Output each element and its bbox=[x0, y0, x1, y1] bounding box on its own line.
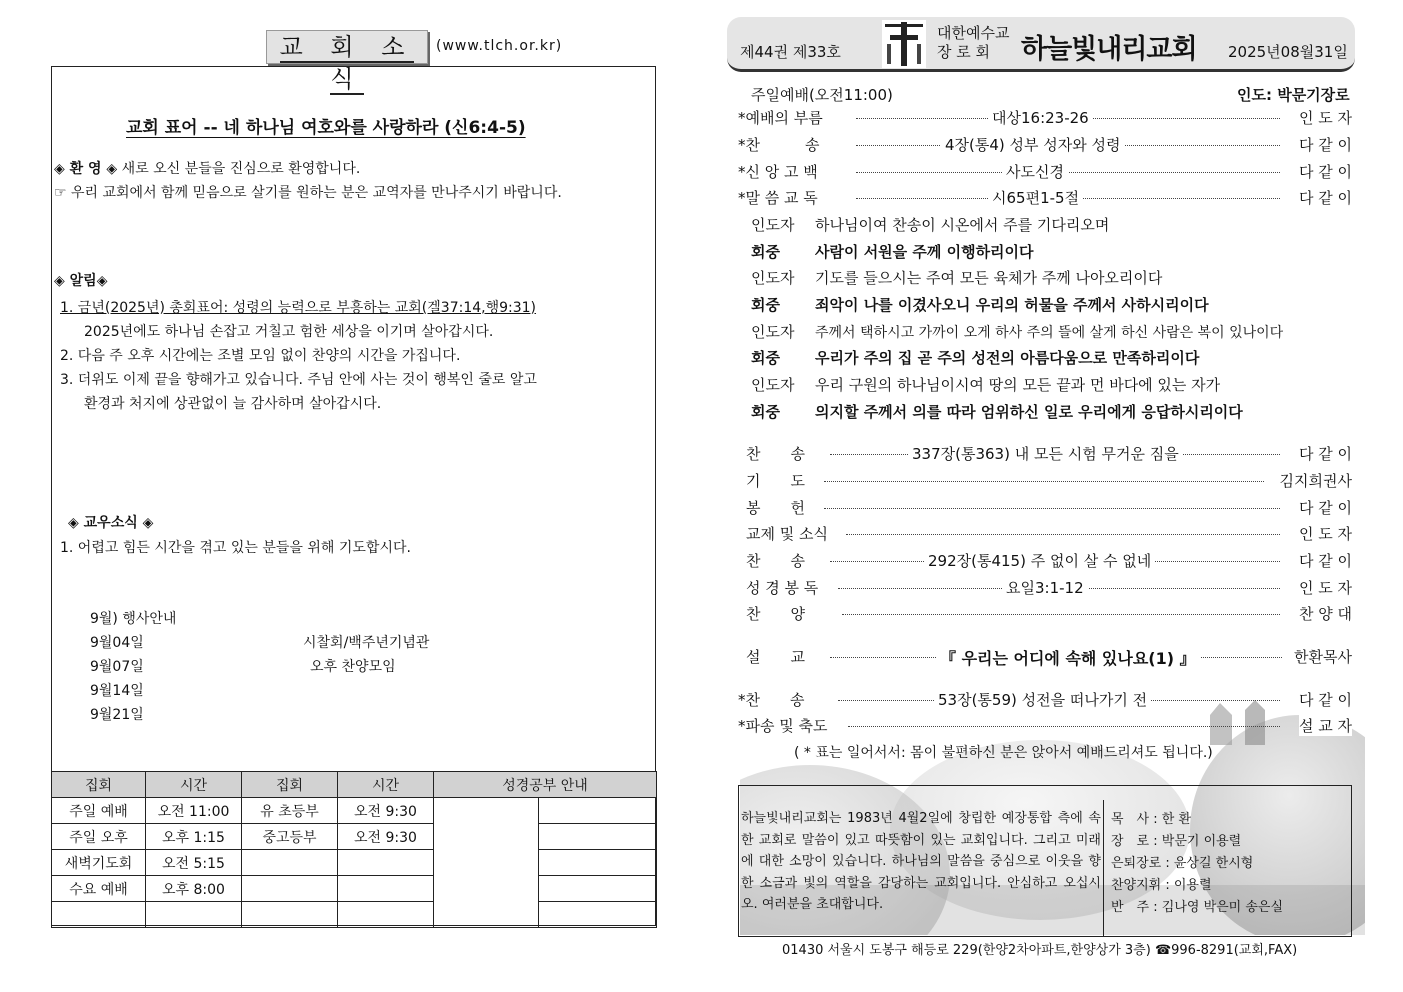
order-label: *찬 송 bbox=[738, 691, 805, 709]
event-date: 9월07일 bbox=[90, 659, 144, 675]
member-news-heading: ◈ 교우소식 ◈ bbox=[68, 515, 154, 531]
service-leader: 인도: 박문기장로 bbox=[1237, 86, 1350, 104]
order-content: 292장(통415) 주 없이 살 수 없네 bbox=[924, 550, 1155, 571]
order-performer: 인 도 자 bbox=[1298, 109, 1352, 127]
order-performer: 다 같 이 bbox=[1298, 189, 1352, 207]
col-header: 시간 bbox=[338, 772, 434, 798]
events-heading: 9월) 행사안내 bbox=[90, 611, 177, 627]
notice-item: 2025년에도 하나님 손잡고 거칠고 험한 세상을 이기며 살아갑시다. bbox=[84, 324, 494, 340]
dotted-leader bbox=[846, 534, 1280, 535]
table-cell: 유 초등부 bbox=[242, 798, 338, 824]
welcome-text: 새로 오신 분들을 진심으로 환영합니다. bbox=[121, 161, 361, 177]
reading-text: 하나님이여 찬송이 시온에서 주를 기다리오며 bbox=[815, 216, 1110, 234]
table-row bbox=[52, 876, 657, 902]
reading-text: 의지할 주께서 의를 따라 엄위하신 일로 우리에게 응답하시리이다 bbox=[815, 403, 1243, 421]
order-label: 봉 헌 bbox=[746, 499, 805, 517]
order-label: 찬 양 bbox=[746, 605, 805, 623]
reader-role: 회중 bbox=[751, 243, 780, 261]
order-performer: 다 같 이 bbox=[1298, 691, 1352, 709]
table-cell bbox=[242, 850, 338, 876]
order-content: 337장(통363) 내 모든 시험 무거운 짐을 bbox=[908, 443, 1183, 464]
event-desc: 시찰회/백주년기념관 bbox=[303, 635, 430, 651]
order-item bbox=[746, 497, 1352, 519]
bulletin-date: 2025년08월31일 bbox=[1228, 43, 1348, 61]
order-label: 성 경 봉 독 bbox=[746, 579, 819, 597]
responsive-reading-line bbox=[751, 267, 1162, 288]
reading-text: 우리 구원의 하나님이시여 땅의 모든 끝과 먼 바다에 있는 자가 bbox=[815, 376, 1221, 394]
denomination bbox=[937, 24, 1009, 62]
reading-text: 죄악이 나를 이겼사오니 우리의 허물을 주께서 사하시리이다 bbox=[815, 296, 1209, 314]
table-row bbox=[52, 850, 657, 876]
reader-role: 회중 bbox=[751, 296, 780, 314]
order-item bbox=[746, 550, 1352, 572]
order-content: 요일3:1-12 bbox=[1002, 577, 1088, 598]
table-row bbox=[52, 798, 657, 824]
church-name: 하늘빛내리교회 bbox=[1021, 34, 1197, 65]
order-performer: 다 같 이 bbox=[1298, 136, 1352, 154]
order-content: 시65편1-5절 bbox=[988, 187, 1083, 208]
member-news-item: 1. 어렵고 힘든 시간을 겪고 있는 분들을 위해 기도합시다. bbox=[60, 540, 411, 556]
reader-role: 인도자 bbox=[751, 216, 795, 234]
welcome-heading: ◈ 환 영 ◈ bbox=[54, 161, 118, 177]
order-performer: 인 도 자 bbox=[1298, 579, 1352, 597]
reading-text: 사람이 서원을 주께 이행하리이다 bbox=[815, 243, 1034, 261]
table-cell bbox=[539, 850, 657, 876]
event-date: 9월04일 bbox=[90, 635, 144, 651]
responsive-reading-line bbox=[751, 374, 1220, 395]
order-item bbox=[746, 443, 1352, 465]
church-logo-icon bbox=[882, 20, 926, 68]
reader-role: 인도자 bbox=[751, 323, 795, 341]
order-label: *파송 및 축도 bbox=[738, 717, 828, 735]
order-item bbox=[738, 161, 1352, 183]
table-cell bbox=[338, 902, 434, 928]
staff-line: 반 주 : 김나영 박은미 송은실 bbox=[1111, 900, 1284, 915]
order-label: 찬 송 bbox=[746, 445, 805, 463]
order-content: 사도신경 bbox=[1002, 161, 1068, 182]
order-content: 4장(통4) 성부 성자와 성령 bbox=[941, 134, 1125, 155]
event-date: 9월21일 bbox=[90, 707, 144, 723]
order-label: 설 교 bbox=[746, 648, 805, 666]
table-cell bbox=[242, 902, 338, 928]
order-performer: 다 같 이 bbox=[1298, 445, 1352, 463]
dotted-leader bbox=[824, 508, 1280, 509]
table-cell: 수요 예배 bbox=[52, 876, 146, 902]
welcome-note: ☞ 우리 교회에서 함께 믿음으로 살기를 원하는 분은 교역자를 만나주시기 바랍니다. bbox=[54, 185, 562, 201]
notice-item: 3. 더위도 이제 끝을 향해가고 있습니다. 주님 안에 사는 것이 행복인 줄로 알고 bbox=[60, 372, 537, 388]
reading-text: 기도를 들으시는 주여 모든 육체가 주께 나아오리이다 bbox=[815, 269, 1163, 287]
table-row bbox=[52, 824, 657, 850]
table-cell bbox=[338, 850, 434, 876]
denomination-line: 대한예수교 bbox=[937, 24, 1010, 42]
service-time: 주일예배(오전11:00) bbox=[751, 86, 893, 104]
order-item bbox=[746, 577, 1352, 599]
order-label: *신 앙 고 백 bbox=[738, 163, 818, 181]
order-performer: 김지희권사 bbox=[1279, 472, 1352, 490]
order-label: *말 씀 교 독 bbox=[738, 189, 818, 207]
order-item bbox=[738, 715, 1352, 737]
order-performer: 다 같 이 bbox=[1298, 163, 1352, 181]
volume-number: 제44권 제33호 bbox=[740, 43, 841, 61]
order-content: 대상16:23-26 bbox=[988, 107, 1093, 128]
sermon-title: 『 우리는 어디에 속해 있나요(1) 』 bbox=[936, 646, 1200, 669]
order-performer: 설 교 자 bbox=[1298, 717, 1352, 735]
order-item bbox=[746, 523, 1352, 545]
order-item bbox=[738, 187, 1352, 209]
responsive-reading-line bbox=[751, 241, 1034, 262]
col-header: 시간 bbox=[146, 772, 242, 798]
order-performer: 인 도 자 bbox=[1298, 525, 1352, 543]
preacher: 한환목사 bbox=[1294, 648, 1352, 666]
table-cell bbox=[146, 902, 242, 928]
table-cell: 주일 오후 bbox=[52, 824, 146, 850]
table-cell bbox=[242, 876, 338, 902]
table-cell: 중고등부 bbox=[242, 824, 338, 850]
notice-item: 환경과 처지에 상관없이 늘 감사하며 살아갑시다. bbox=[84, 396, 382, 412]
order-item bbox=[738, 107, 1352, 129]
dotted-leader bbox=[824, 481, 1264, 482]
welcome-section bbox=[54, 158, 360, 178]
table-cell: 오전 9:30 bbox=[338, 798, 434, 824]
event-desc: 오후 찬양모임 bbox=[310, 659, 396, 675]
order-label: 기 도 bbox=[746, 472, 805, 490]
dotted-leader bbox=[856, 172, 1280, 173]
reading-text: 주께서 택하시고 가까이 오게 하사 주의 뜰에 살게 하신 사람은 복이 있나이다 bbox=[815, 325, 1284, 341]
order-label: *예배의 부름 bbox=[738, 109, 823, 127]
church-introduction: 하늘빛내리교회는 1983년 4월2일에 창립한 예장통합 측에 속한 교회로 말씀이 있고 따뜻함이 있는 교회입니다. 그리고 미래에 대한 소망이 있습니다. 하나님의 말씀을 중심으로 이웃을 향한 소금과 빛의 역할을 감당하는 교회입니다. 안심하고 오십시오. 여러분을 초대합니다. bbox=[741, 811, 1101, 912]
table-row bbox=[52, 902, 657, 928]
order-item bbox=[738, 134, 1352, 156]
table-cell: 오전 5:15 bbox=[146, 850, 242, 876]
table-cell: 주일 예배 bbox=[52, 798, 146, 824]
order-performer: 다 같 이 bbox=[1298, 499, 1352, 517]
reader-role: 회중 bbox=[751, 403, 780, 421]
staff-line: 찬양지휘 : 이용렬 bbox=[1111, 878, 1212, 893]
event-date: 9월14일 bbox=[90, 683, 144, 699]
order-label: *찬 송 bbox=[738, 136, 820, 154]
col-header: 집회 bbox=[52, 772, 146, 798]
col-header: 집회 bbox=[242, 772, 338, 798]
table-cell bbox=[52, 902, 146, 928]
order-item bbox=[746, 470, 1352, 492]
table-cell: 오전 11:00 bbox=[146, 798, 242, 824]
table-cell bbox=[539, 824, 657, 850]
table-cell bbox=[539, 902, 657, 928]
order-performer: 다 같 이 bbox=[1298, 552, 1352, 570]
col-header: 성경공부 안내 bbox=[434, 772, 657, 798]
reader-role: 인도자 bbox=[751, 376, 795, 394]
table-cell: 오전 9:30 bbox=[338, 824, 434, 850]
bible-study-cell bbox=[434, 798, 539, 928]
news-title bbox=[266, 30, 428, 93]
order-item bbox=[746, 603, 1352, 625]
dotted-leader bbox=[842, 614, 1280, 615]
reading-text: 우리가 주의 집 곧 주의 성전의 아름다움으로 만족하리이다 bbox=[815, 349, 1200, 367]
table-cell bbox=[338, 876, 434, 902]
staff-line: 장 로 : 박문기 이용렬 bbox=[1111, 834, 1242, 849]
dotted-leader bbox=[848, 726, 1280, 727]
staff-line: 은퇴장로 : 윤상길 한시형 bbox=[1111, 856, 1254, 871]
church-address: 01430 서울시 도봉구 해등로 229(한양2차아파트,한양상가 3층) ☎996-8291(교회,FAX) bbox=[782, 943, 1298, 958]
church-motto: 교회 표어 -- 네 하나님 여호와를 사랑하라 (신6:4-5) bbox=[126, 118, 526, 138]
meeting-schedule-table bbox=[51, 771, 657, 928]
order-label: 찬 송 bbox=[746, 552, 805, 570]
order-content: 53장(통59) 성전을 떠나가기 전 bbox=[934, 689, 1151, 710]
denomination-line: 장 로 회 bbox=[937, 43, 991, 61]
reader-role: 인도자 bbox=[751, 269, 795, 287]
reader-role: 회중 bbox=[751, 349, 780, 367]
notice-heading: ◈ 알림◈ bbox=[54, 273, 108, 289]
table-cell bbox=[539, 876, 657, 902]
table-cell: 오후 8:00 bbox=[146, 876, 242, 902]
notice-item: 1. 금년(2025년) 총회표어: 성령의 능력으로 부흥하는 교회(겔37:14,행9:31) bbox=[60, 300, 537, 316]
table-cell: 새벽기도회 bbox=[52, 850, 146, 876]
responsive-reading-line bbox=[751, 214, 1109, 235]
order-item bbox=[738, 689, 1352, 711]
responsive-reading-line bbox=[751, 294, 1209, 315]
staff-line: 목 사 : 한 환 bbox=[1111, 812, 1192, 827]
order-performer: 찬 양 대 bbox=[1298, 605, 1352, 623]
notice-item: 2. 다음 주 오후 시간에는 조별 모임 없이 찬양의 시간을 가집니다. bbox=[60, 348, 461, 364]
order-label: 교제 및 소식 bbox=[746, 525, 828, 543]
responsive-reading-line bbox=[751, 347, 1199, 368]
responsive-reading-line bbox=[751, 321, 1283, 342]
website-text: (www.tlch.or.kr) bbox=[436, 38, 563, 54]
sermon-item bbox=[746, 646, 1352, 668]
news-title-text: 교 회 소 식 bbox=[279, 33, 415, 93]
info-divider bbox=[1103, 800, 1104, 937]
standing-note: ( * 표는 일어서서: 몸이 불편하신 분은 앉아서 예배드리셔도 됩니다.) bbox=[794, 745, 1213, 761]
table-header-row bbox=[52, 772, 657, 798]
table-cell bbox=[539, 798, 657, 824]
table-cell: 오후 1:15 bbox=[146, 824, 242, 850]
responsive-reading-line bbox=[751, 401, 1243, 422]
